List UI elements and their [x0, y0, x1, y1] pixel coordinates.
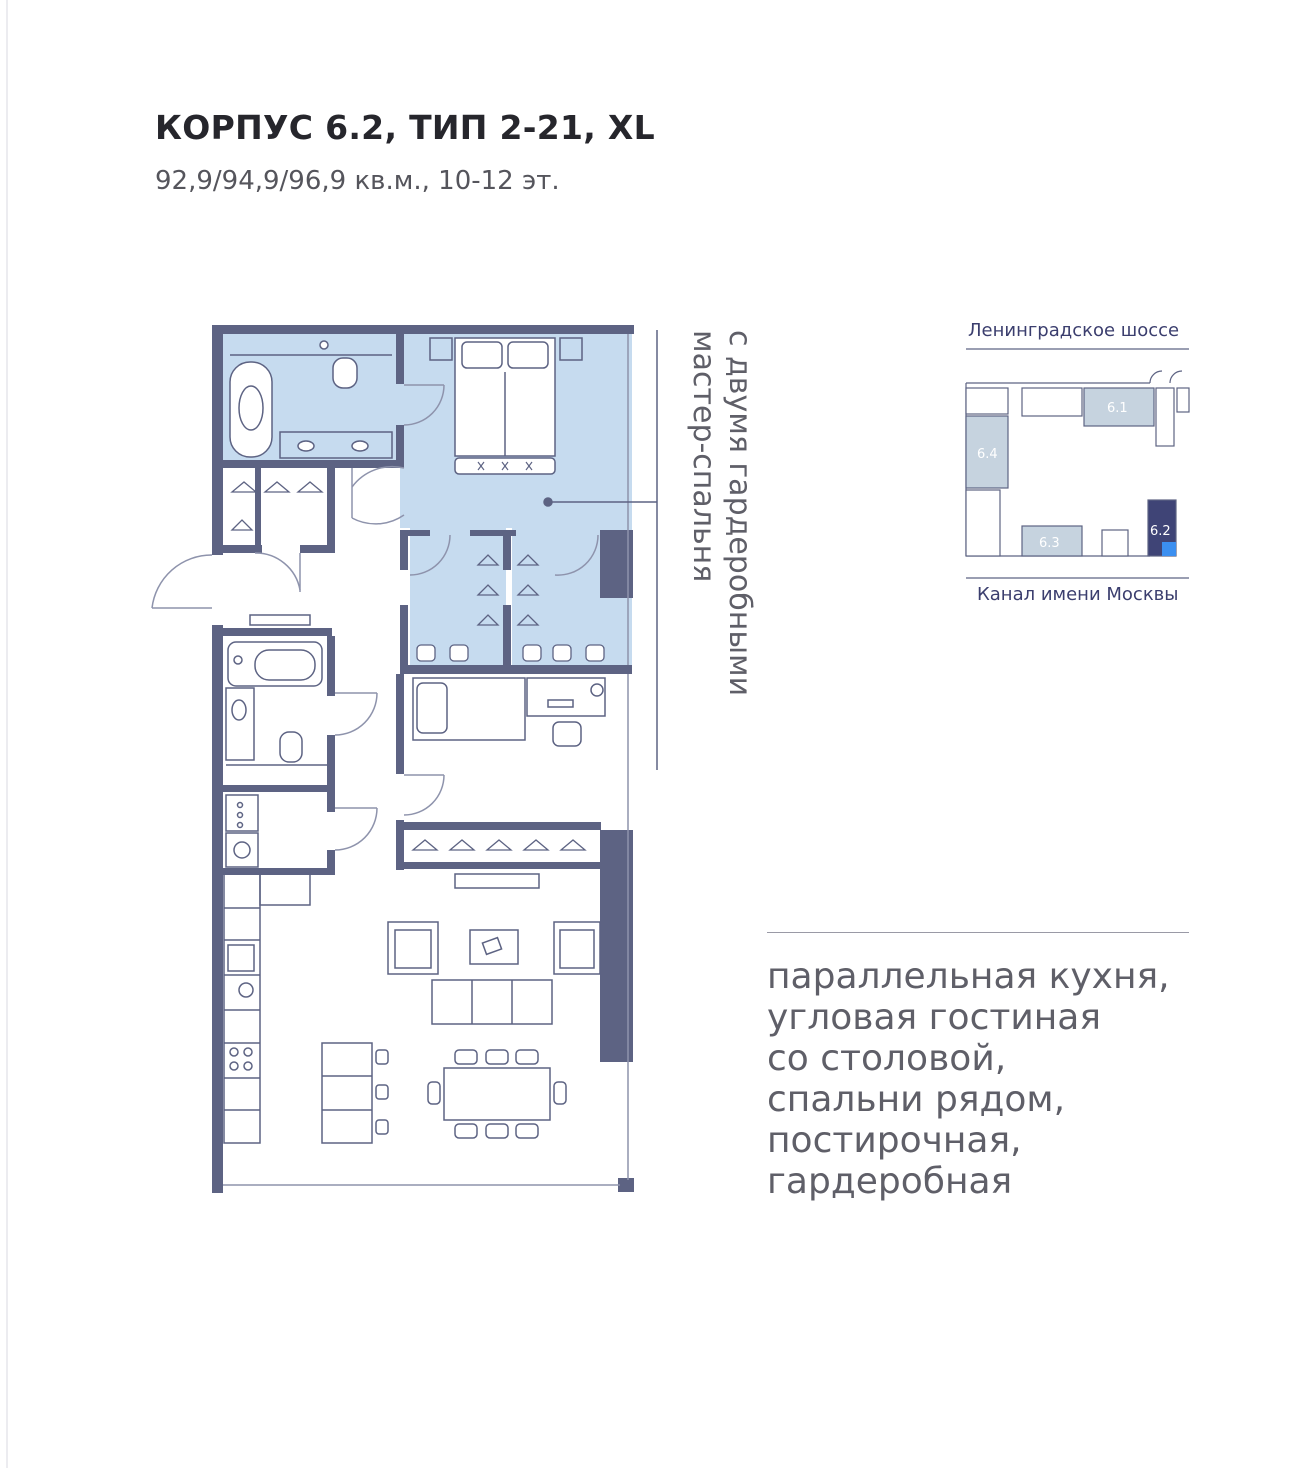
- building-label-6-3: 6.3: [1039, 536, 1060, 551]
- laundry-door: [335, 808, 377, 850]
- page-title: КОРПУС 6.2, ТИП 2-21, XL: [155, 108, 655, 147]
- description-line: спальни рядом,: [767, 1079, 1066, 1120]
- master-suite-callout: [672, 330, 757, 775]
- apartment-location-marker: [1162, 542, 1176, 556]
- site-map-top-label: Ленинградское шоссе: [968, 320, 1180, 341]
- kitchen-fixtures: [224, 873, 310, 1143]
- description-line: гардеробная: [767, 1161, 1013, 1202]
- site-building-block: [1177, 388, 1189, 412]
- description-line: угловая гостиная: [767, 997, 1101, 1038]
- building-label-6-2: 6.2: [1150, 524, 1171, 539]
- callout-line-2: с двумя гардеробными: [722, 330, 757, 697]
- living-room-furniture: [388, 874, 600, 1024]
- second-bathroom-fixtures: [226, 615, 328, 765]
- description-divider: [767, 932, 1189, 933]
- bedroom-door: [352, 467, 404, 524]
- site-building-block: [1102, 530, 1128, 556]
- page-subtitle: 92,9/94,9/96,9 кв.м., 10-12 эт.: [155, 166, 560, 196]
- master-suite-highlight: [222, 333, 632, 668]
- second-bathroom-door: [335, 693, 377, 735]
- building-label-6-1: 6.1: [1107, 401, 1128, 416]
- site-building-block: [1022, 388, 1082, 416]
- callout-line-1: мастер-спальня: [686, 330, 721, 583]
- site-building-block: [1156, 388, 1174, 446]
- page-edge: [6, 0, 8, 1468]
- site-building-block: [966, 490, 1000, 556]
- kitchen-island: [322, 1043, 388, 1143]
- description-line: параллельная кухня,: [767, 956, 1170, 997]
- laundry-fixtures: [226, 795, 258, 867]
- description-line: постирочная,: [767, 1120, 1022, 1161]
- description-line: со столовой,: [767, 1038, 1007, 1079]
- site-building-block: [966, 388, 1008, 414]
- hall-door: [404, 775, 444, 815]
- entry-door: [152, 553, 300, 608]
- floor-plan: [140, 315, 660, 1205]
- site-map: [958, 345, 1198, 580]
- apartment-description: [767, 956, 1170, 1202]
- second-bedroom-fixtures: [413, 678, 605, 746]
- building-label-6-4: 6.4: [977, 447, 998, 462]
- site-map-bottom-label: Канал имени Москвы: [977, 584, 1179, 605]
- dining-table: [428, 1050, 566, 1138]
